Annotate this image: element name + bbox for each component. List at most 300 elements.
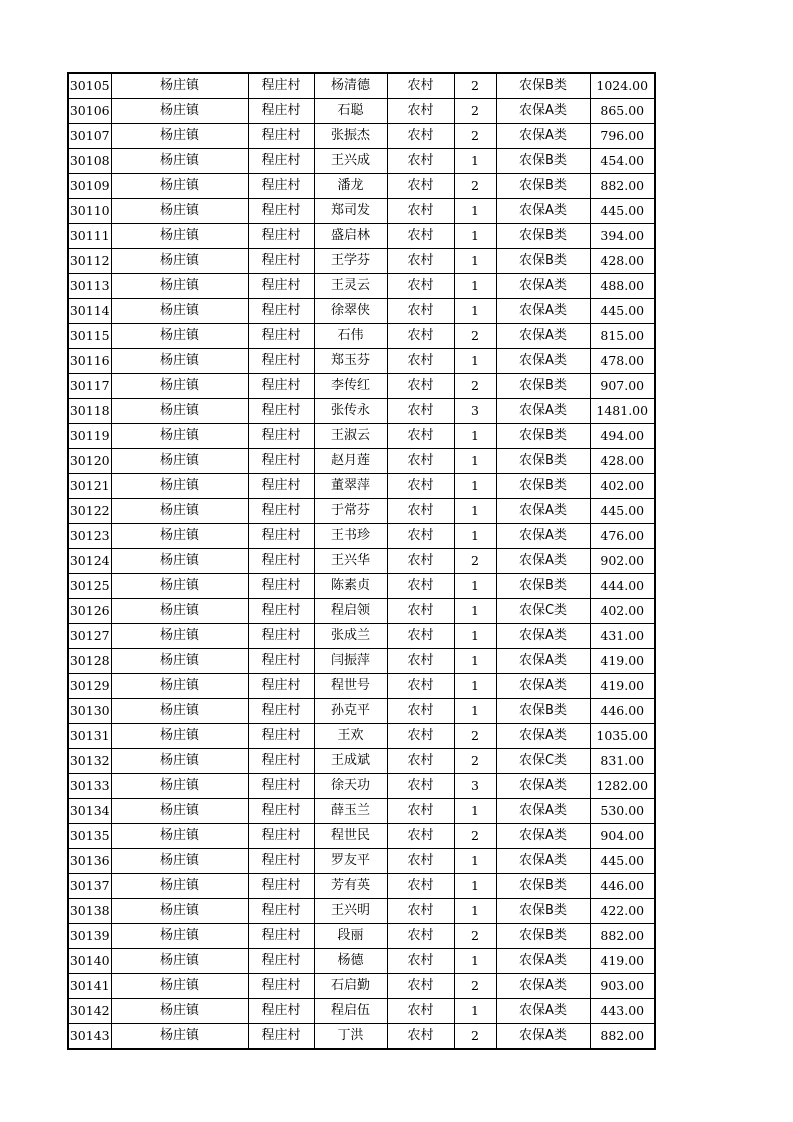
area-type-cell: 农村 bbox=[387, 324, 454, 349]
area-type-cell: 农村 bbox=[387, 474, 454, 499]
area-type-cell: 农村 bbox=[387, 349, 454, 374]
household-count-cell: 2 bbox=[454, 724, 496, 749]
town-cell: 杨庄镇 bbox=[111, 1024, 248, 1050]
name-cell: 张成兰 bbox=[314, 624, 387, 649]
village-cell: 程庄村 bbox=[248, 424, 314, 449]
town-cell: 杨庄镇 bbox=[111, 73, 248, 99]
table-row bbox=[68, 199, 655, 224]
amount-cell: 476.00 bbox=[590, 524, 655, 549]
record-id-cell: 30124 bbox=[68, 549, 111, 574]
table-row bbox=[68, 124, 655, 149]
town-cell: 杨庄镇 bbox=[111, 149, 248, 174]
table-row bbox=[68, 949, 655, 974]
household-count-cell: 1 bbox=[454, 699, 496, 724]
table-row bbox=[68, 849, 655, 874]
amount-cell: 446.00 bbox=[590, 874, 655, 899]
area-type-cell: 农村 bbox=[387, 799, 454, 824]
household-count-cell: 1 bbox=[454, 524, 496, 549]
household-count-cell: 2 bbox=[454, 73, 496, 99]
category-cell: 农保A类 bbox=[496, 524, 590, 549]
amount-cell: 903.00 bbox=[590, 974, 655, 999]
village-cell: 程庄村 bbox=[248, 574, 314, 599]
area-type-cell: 农村 bbox=[387, 424, 454, 449]
name-cell: 程世号 bbox=[314, 674, 387, 699]
household-count-cell: 1 bbox=[454, 499, 496, 524]
town-cell: 杨庄镇 bbox=[111, 124, 248, 149]
area-type-cell: 农村 bbox=[387, 624, 454, 649]
record-id-cell: 30107 bbox=[68, 124, 111, 149]
record-id-cell: 30125 bbox=[68, 574, 111, 599]
table-row bbox=[68, 224, 655, 249]
amount-cell: 394.00 bbox=[590, 224, 655, 249]
town-cell: 杨庄镇 bbox=[111, 749, 248, 774]
village-cell: 程庄村 bbox=[248, 299, 314, 324]
town-cell: 杨庄镇 bbox=[111, 474, 248, 499]
category-cell: 农保A类 bbox=[496, 774, 590, 799]
roster-table bbox=[67, 72, 656, 1050]
amount-cell: 422.00 bbox=[590, 899, 655, 924]
name-cell: 杨清德 bbox=[314, 73, 387, 99]
record-id-cell: 30112 bbox=[68, 249, 111, 274]
table-row bbox=[68, 749, 655, 774]
name-cell: 王学芬 bbox=[314, 249, 387, 274]
table-row bbox=[68, 149, 655, 174]
village-cell: 程庄村 bbox=[248, 749, 314, 774]
town-cell: 杨庄镇 bbox=[111, 624, 248, 649]
name-cell: 段丽 bbox=[314, 924, 387, 949]
amount-cell: 815.00 bbox=[590, 324, 655, 349]
village-cell: 程庄村 bbox=[248, 99, 314, 124]
record-id-cell: 30106 bbox=[68, 99, 111, 124]
amount-cell: 796.00 bbox=[590, 124, 655, 149]
record-id-cell: 30131 bbox=[68, 724, 111, 749]
name-cell: 程启伍 bbox=[314, 999, 387, 1024]
household-count-cell: 2 bbox=[454, 549, 496, 574]
record-id-cell: 30108 bbox=[68, 149, 111, 174]
table-row bbox=[68, 899, 655, 924]
record-id-cell: 30115 bbox=[68, 324, 111, 349]
record-id-cell: 30117 bbox=[68, 374, 111, 399]
town-cell: 杨庄镇 bbox=[111, 524, 248, 549]
table-row bbox=[68, 1024, 655, 1050]
table-row bbox=[68, 524, 655, 549]
name-cell: 程世民 bbox=[314, 824, 387, 849]
village-cell: 程庄村 bbox=[248, 699, 314, 724]
town-cell: 杨庄镇 bbox=[111, 674, 248, 699]
town-cell: 杨庄镇 bbox=[111, 874, 248, 899]
table-row bbox=[68, 499, 655, 524]
category-cell: 农保A类 bbox=[496, 849, 590, 874]
area-type-cell: 农村 bbox=[387, 999, 454, 1024]
village-cell: 程庄村 bbox=[248, 449, 314, 474]
record-id-cell: 30121 bbox=[68, 474, 111, 499]
category-cell: 农保B类 bbox=[496, 149, 590, 174]
area-type-cell: 农村 bbox=[387, 574, 454, 599]
record-id-cell: 30123 bbox=[68, 524, 111, 549]
area-type-cell: 农村 bbox=[387, 699, 454, 724]
table-row bbox=[68, 574, 655, 599]
category-cell: 农保A类 bbox=[496, 124, 590, 149]
category-cell: 农保A类 bbox=[496, 324, 590, 349]
household-count-cell: 2 bbox=[454, 924, 496, 949]
amount-cell: 882.00 bbox=[590, 1024, 655, 1050]
area-type-cell: 农村 bbox=[387, 924, 454, 949]
household-count-cell: 1 bbox=[454, 999, 496, 1024]
category-cell: 农保B类 bbox=[496, 374, 590, 399]
village-cell: 程庄村 bbox=[248, 999, 314, 1024]
area-type-cell: 农村 bbox=[387, 1024, 454, 1050]
record-id-cell: 30130 bbox=[68, 699, 111, 724]
name-cell: 闫振萍 bbox=[314, 649, 387, 674]
household-count-cell: 2 bbox=[454, 974, 496, 999]
village-cell: 程庄村 bbox=[248, 599, 314, 624]
amount-cell: 402.00 bbox=[590, 474, 655, 499]
category-cell: 农保C类 bbox=[496, 749, 590, 774]
amount-cell: 488.00 bbox=[590, 274, 655, 299]
town-cell: 杨庄镇 bbox=[111, 499, 248, 524]
village-cell: 程庄村 bbox=[248, 499, 314, 524]
area-type-cell: 农村 bbox=[387, 399, 454, 424]
table-row bbox=[68, 374, 655, 399]
name-cell: 王灵云 bbox=[314, 274, 387, 299]
amount-cell: 865.00 bbox=[590, 99, 655, 124]
amount-cell: 445.00 bbox=[590, 199, 655, 224]
area-type-cell: 农村 bbox=[387, 524, 454, 549]
table-row bbox=[68, 774, 655, 799]
amount-cell: 443.00 bbox=[590, 999, 655, 1024]
record-id-cell: 30140 bbox=[68, 949, 111, 974]
village-cell: 程庄村 bbox=[248, 674, 314, 699]
village-cell: 程庄村 bbox=[248, 974, 314, 999]
amount-cell: 419.00 bbox=[590, 674, 655, 699]
village-cell: 程庄村 bbox=[248, 274, 314, 299]
amount-cell: 904.00 bbox=[590, 824, 655, 849]
name-cell: 芳有英 bbox=[314, 874, 387, 899]
town-cell: 杨庄镇 bbox=[111, 949, 248, 974]
name-cell: 王欢 bbox=[314, 724, 387, 749]
name-cell: 王兴成 bbox=[314, 149, 387, 174]
town-cell: 杨庄镇 bbox=[111, 324, 248, 349]
record-id-cell: 30109 bbox=[68, 174, 111, 199]
category-cell: 农保A类 bbox=[496, 99, 590, 124]
table-row bbox=[68, 599, 655, 624]
area-type-cell: 农村 bbox=[387, 724, 454, 749]
area-type-cell: 农村 bbox=[387, 299, 454, 324]
village-cell: 程庄村 bbox=[248, 824, 314, 849]
household-count-cell: 2 bbox=[454, 749, 496, 774]
amount-cell: 419.00 bbox=[590, 949, 655, 974]
table-body bbox=[68, 73, 655, 1049]
household-count-cell: 1 bbox=[454, 874, 496, 899]
table-row bbox=[68, 724, 655, 749]
name-cell: 杨德 bbox=[314, 949, 387, 974]
village-cell: 程庄村 bbox=[248, 399, 314, 424]
name-cell: 王兴华 bbox=[314, 549, 387, 574]
village-cell: 程庄村 bbox=[248, 949, 314, 974]
name-cell: 徐翠侠 bbox=[314, 299, 387, 324]
amount-cell: 1481.00 bbox=[590, 399, 655, 424]
name-cell: 王成斌 bbox=[314, 749, 387, 774]
category-cell: 农保A类 bbox=[496, 274, 590, 299]
village-cell: 程庄村 bbox=[248, 249, 314, 274]
name-cell: 石聪 bbox=[314, 99, 387, 124]
record-id-cell: 30118 bbox=[68, 399, 111, 424]
amount-cell: 902.00 bbox=[590, 549, 655, 574]
table-row bbox=[68, 699, 655, 724]
category-cell: 农保A类 bbox=[496, 949, 590, 974]
table-row bbox=[68, 324, 655, 349]
name-cell: 徐天功 bbox=[314, 774, 387, 799]
household-count-cell: 1 bbox=[454, 624, 496, 649]
village-cell: 程庄村 bbox=[248, 524, 314, 549]
name-cell: 薛玉兰 bbox=[314, 799, 387, 824]
name-cell: 王书珍 bbox=[314, 524, 387, 549]
town-cell: 杨庄镇 bbox=[111, 974, 248, 999]
record-id-cell: 30139 bbox=[68, 924, 111, 949]
name-cell: 郑司发 bbox=[314, 199, 387, 224]
record-id-cell: 30141 bbox=[68, 974, 111, 999]
table-row bbox=[68, 874, 655, 899]
area-type-cell: 农村 bbox=[387, 124, 454, 149]
village-cell: 程庄村 bbox=[248, 124, 314, 149]
record-id-cell: 30126 bbox=[68, 599, 111, 624]
household-count-cell: 2 bbox=[454, 324, 496, 349]
table-row bbox=[68, 174, 655, 199]
category-cell: 农保B类 bbox=[496, 924, 590, 949]
name-cell: 盛启林 bbox=[314, 224, 387, 249]
table-row bbox=[68, 274, 655, 299]
area-type-cell: 农村 bbox=[387, 199, 454, 224]
area-type-cell: 农村 bbox=[387, 449, 454, 474]
name-cell: 董翠萍 bbox=[314, 474, 387, 499]
category-cell: 农保A类 bbox=[496, 499, 590, 524]
table-row bbox=[68, 924, 655, 949]
household-count-cell: 3 bbox=[454, 399, 496, 424]
record-id-cell: 30116 bbox=[68, 349, 111, 374]
amount-cell: 446.00 bbox=[590, 699, 655, 724]
name-cell: 丁洪 bbox=[314, 1024, 387, 1050]
household-count-cell: 1 bbox=[454, 349, 496, 374]
category-cell: 农保A类 bbox=[496, 799, 590, 824]
household-count-cell: 2 bbox=[454, 1024, 496, 1050]
town-cell: 杨庄镇 bbox=[111, 449, 248, 474]
area-type-cell: 农村 bbox=[387, 674, 454, 699]
town-cell: 杨庄镇 bbox=[111, 924, 248, 949]
amount-cell: 402.00 bbox=[590, 599, 655, 624]
village-cell: 程庄村 bbox=[248, 549, 314, 574]
name-cell: 陈素贞 bbox=[314, 574, 387, 599]
name-cell: 石伟 bbox=[314, 324, 387, 349]
table-row bbox=[68, 799, 655, 824]
household-count-cell: 1 bbox=[454, 474, 496, 499]
table-row bbox=[68, 399, 655, 424]
category-cell: 农保A类 bbox=[496, 399, 590, 424]
village-cell: 程庄村 bbox=[248, 774, 314, 799]
household-count-cell: 1 bbox=[454, 949, 496, 974]
category-cell: 农保A类 bbox=[496, 724, 590, 749]
household-count-cell: 2 bbox=[454, 174, 496, 199]
record-id-cell: 30122 bbox=[68, 499, 111, 524]
table-row bbox=[68, 449, 655, 474]
name-cell: 孙克平 bbox=[314, 699, 387, 724]
amount-cell: 445.00 bbox=[590, 299, 655, 324]
village-cell: 程庄村 bbox=[248, 849, 314, 874]
category-cell: 农保A类 bbox=[496, 199, 590, 224]
area-type-cell: 农村 bbox=[387, 549, 454, 574]
name-cell: 王兴明 bbox=[314, 899, 387, 924]
category-cell: 农保A类 bbox=[496, 624, 590, 649]
area-type-cell: 农村 bbox=[387, 374, 454, 399]
village-cell: 程庄村 bbox=[248, 474, 314, 499]
household-count-cell: 1 bbox=[454, 449, 496, 474]
village-cell: 程庄村 bbox=[248, 874, 314, 899]
amount-cell: 831.00 bbox=[590, 749, 655, 774]
household-count-cell: 1 bbox=[454, 674, 496, 699]
category-cell: 农保A类 bbox=[496, 299, 590, 324]
town-cell: 杨庄镇 bbox=[111, 824, 248, 849]
village-cell: 程庄村 bbox=[248, 899, 314, 924]
household-count-cell: 1 bbox=[454, 149, 496, 174]
amount-cell: 494.00 bbox=[590, 424, 655, 449]
record-id-cell: 30128 bbox=[68, 649, 111, 674]
area-type-cell: 农村 bbox=[387, 874, 454, 899]
name-cell: 郑玉芬 bbox=[314, 349, 387, 374]
record-id-cell: 30129 bbox=[68, 674, 111, 699]
record-id-cell: 30137 bbox=[68, 874, 111, 899]
town-cell: 杨庄镇 bbox=[111, 424, 248, 449]
table-row bbox=[68, 424, 655, 449]
village-cell: 程庄村 bbox=[248, 224, 314, 249]
record-id-cell: 30113 bbox=[68, 274, 111, 299]
village-cell: 程庄村 bbox=[248, 799, 314, 824]
village-cell: 程庄村 bbox=[248, 199, 314, 224]
household-count-cell: 1 bbox=[454, 849, 496, 874]
name-cell: 赵月莲 bbox=[314, 449, 387, 474]
household-count-cell: 1 bbox=[454, 424, 496, 449]
area-type-cell: 农村 bbox=[387, 274, 454, 299]
amount-cell: 445.00 bbox=[590, 849, 655, 874]
town-cell: 杨庄镇 bbox=[111, 999, 248, 1024]
name-cell: 程启领 bbox=[314, 599, 387, 624]
record-id-cell: 30135 bbox=[68, 824, 111, 849]
category-cell: 农保A类 bbox=[496, 349, 590, 374]
village-cell: 程庄村 bbox=[248, 924, 314, 949]
town-cell: 杨庄镇 bbox=[111, 899, 248, 924]
amount-cell: 454.00 bbox=[590, 149, 655, 174]
area-type-cell: 农村 bbox=[387, 749, 454, 774]
table-row bbox=[68, 299, 655, 324]
name-cell: 于常芬 bbox=[314, 499, 387, 524]
village-cell: 程庄村 bbox=[248, 349, 314, 374]
town-cell: 杨庄镇 bbox=[111, 174, 248, 199]
table-row bbox=[68, 474, 655, 499]
town-cell: 杨庄镇 bbox=[111, 599, 248, 624]
area-type-cell: 农村 bbox=[387, 849, 454, 874]
town-cell: 杨庄镇 bbox=[111, 249, 248, 274]
record-id-cell: 30133 bbox=[68, 774, 111, 799]
household-count-cell: 1 bbox=[454, 799, 496, 824]
name-cell: 李传红 bbox=[314, 374, 387, 399]
amount-cell: 428.00 bbox=[590, 249, 655, 274]
category-cell: 农保A类 bbox=[496, 549, 590, 574]
town-cell: 杨庄镇 bbox=[111, 274, 248, 299]
area-type-cell: 农村 bbox=[387, 649, 454, 674]
category-cell: 农保A类 bbox=[496, 649, 590, 674]
village-cell: 程庄村 bbox=[248, 1024, 314, 1050]
household-count-cell: 1 bbox=[454, 224, 496, 249]
town-cell: 杨庄镇 bbox=[111, 224, 248, 249]
village-cell: 程庄村 bbox=[248, 724, 314, 749]
amount-cell: 428.00 bbox=[590, 449, 655, 474]
record-id-cell: 30120 bbox=[68, 449, 111, 474]
amount-cell: 907.00 bbox=[590, 374, 655, 399]
record-id-cell: 30127 bbox=[68, 624, 111, 649]
town-cell: 杨庄镇 bbox=[111, 724, 248, 749]
town-cell: 杨庄镇 bbox=[111, 699, 248, 724]
category-cell: 农保A类 bbox=[496, 824, 590, 849]
category-cell: 农保B类 bbox=[496, 449, 590, 474]
category-cell: 农保B类 bbox=[496, 174, 590, 199]
village-cell: 程庄村 bbox=[248, 174, 314, 199]
name-cell: 石启勤 bbox=[314, 974, 387, 999]
town-cell: 杨庄镇 bbox=[111, 549, 248, 574]
town-cell: 杨庄镇 bbox=[111, 799, 248, 824]
category-cell: 农保A类 bbox=[496, 1024, 590, 1050]
name-cell: 王淑云 bbox=[314, 424, 387, 449]
household-count-cell: 1 bbox=[454, 899, 496, 924]
amount-cell: 419.00 bbox=[590, 649, 655, 674]
town-cell: 杨庄镇 bbox=[111, 774, 248, 799]
town-cell: 杨庄镇 bbox=[111, 199, 248, 224]
town-cell: 杨庄镇 bbox=[111, 299, 248, 324]
area-type-cell: 农村 bbox=[387, 824, 454, 849]
area-type-cell: 农村 bbox=[387, 599, 454, 624]
household-count-cell: 1 bbox=[454, 274, 496, 299]
area-type-cell: 农村 bbox=[387, 224, 454, 249]
record-id-cell: 30138 bbox=[68, 899, 111, 924]
town-cell: 杨庄镇 bbox=[111, 374, 248, 399]
amount-cell: 431.00 bbox=[590, 624, 655, 649]
area-type-cell: 农村 bbox=[387, 949, 454, 974]
category-cell: 农保B类 bbox=[496, 474, 590, 499]
record-id-cell: 30132 bbox=[68, 749, 111, 774]
area-type-cell: 农村 bbox=[387, 974, 454, 999]
name-cell: 潘龙 bbox=[314, 174, 387, 199]
area-type-cell: 农村 bbox=[387, 774, 454, 799]
category-cell: 农保A类 bbox=[496, 999, 590, 1024]
household-count-cell: 1 bbox=[454, 199, 496, 224]
record-id-cell: 30110 bbox=[68, 199, 111, 224]
table-row bbox=[68, 549, 655, 574]
record-id-cell: 30111 bbox=[68, 224, 111, 249]
household-count-cell: 1 bbox=[454, 249, 496, 274]
town-cell: 杨庄镇 bbox=[111, 399, 248, 424]
amount-cell: 882.00 bbox=[590, 924, 655, 949]
amount-cell: 1035.00 bbox=[590, 724, 655, 749]
amount-cell: 444.00 bbox=[590, 574, 655, 599]
amount-cell: 530.00 bbox=[590, 799, 655, 824]
category-cell: 农保B类 bbox=[496, 874, 590, 899]
household-count-cell: 2 bbox=[454, 124, 496, 149]
record-id-cell: 30105 bbox=[68, 73, 111, 99]
category-cell: 农保B类 bbox=[496, 699, 590, 724]
category-cell: 农保C类 bbox=[496, 599, 590, 624]
household-count-cell: 2 bbox=[454, 99, 496, 124]
table-row bbox=[68, 974, 655, 999]
record-id-cell: 30136 bbox=[68, 849, 111, 874]
record-id-cell: 30114 bbox=[68, 299, 111, 324]
village-cell: 程庄村 bbox=[248, 149, 314, 174]
